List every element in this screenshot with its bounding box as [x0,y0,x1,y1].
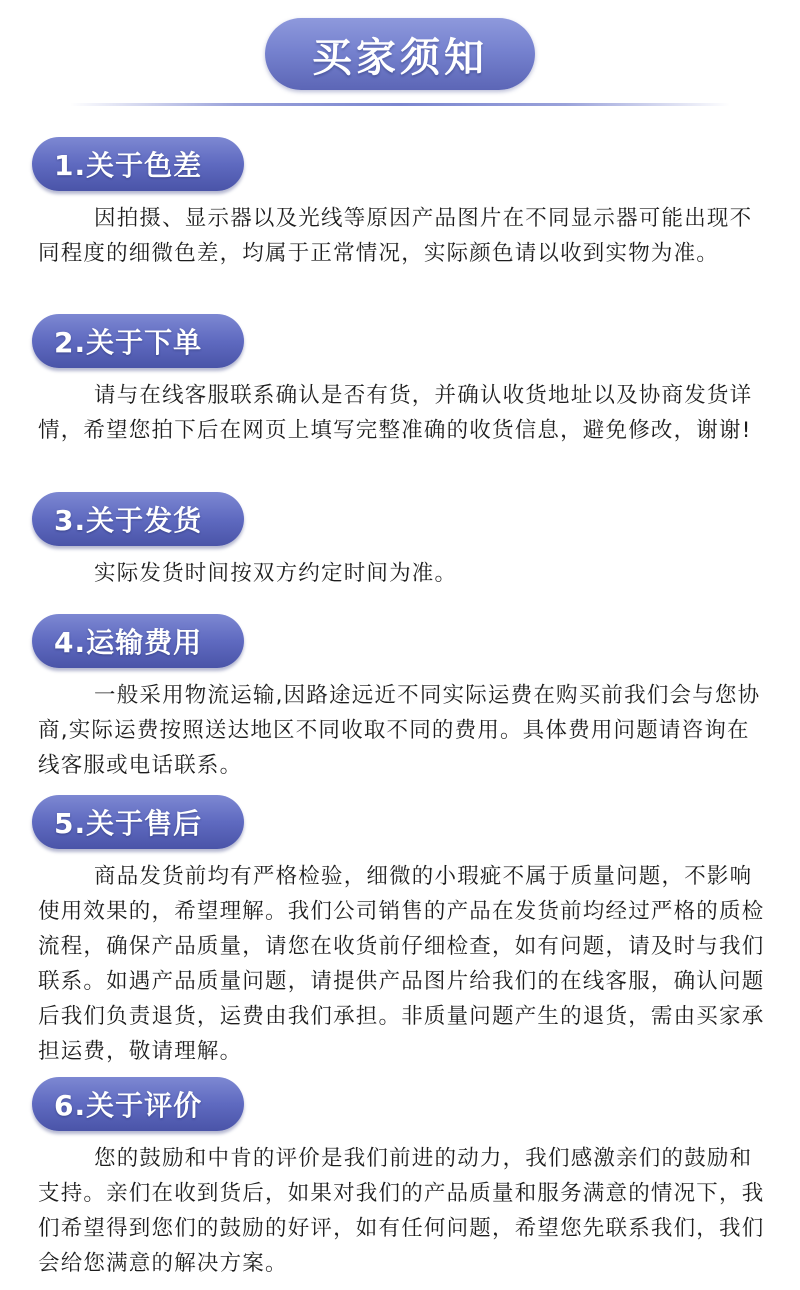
section-body: 商品发货前均有严格检验，细微的小瑕疵不属于质量问题，不影响使用效果的，希望理解。我们公司销售的产品在发货前均经过严格的质检流程，确保产品质量，请您在收货前仔细检查，如有问题，请及时与我们联系。如遇产品质量问题，请提供产品图片给我们的在线客服，确认问题后我们负责退货，运费由我们承担。非质量问题产生的退货，需由买家承担运费，敬请理解。 [38,864,765,1064]
section-body: 请与在线客服联系确认是否有货，并确认收货地址以及协商发货详情，希望您拍下后在网页上填写完整准确的收货信息，避免修改，谢谢! [38,383,753,443]
section-heading-badge [32,492,244,546]
section-heading-badge [32,314,244,368]
section-heading: 2.关于下单 [54,326,203,359]
section-body: 实际发货时间按双方约定时间为准。 [94,561,458,586]
title-divider [70,103,730,106]
section-heading-badge [32,614,244,668]
section-body: 因拍摄、显示器以及光线等原因产品图片在不同显示器可能出现不同程度的细微色差，均属于正常情况，实际颜色请以收到实物为准。 [38,206,753,266]
page-title: 买家须知 [312,34,488,81]
section-heading-badge [32,795,244,849]
section-heading: 6.关于评价 [54,1089,203,1122]
section-body: 您的鼓励和中肯的评价是我们前进的动力，我们感激亲们的鼓励和支持。亲们在收到货后，如果对我们的产品质量和服务满意的情况下，我们希望得到您们的鼓励的好评，如有任何问题，希望您先联系我们，我们会给您满意的解决方案。 [38,1146,765,1276]
section-heading: 3.关于发货 [54,504,203,537]
section-body: 一般采用物流运输,因路途远近不同实际运费在购买前我们会与您协商,实际运费按照送达地区不同收取不同的费用。具体费用问题请咨询在线客服或电话联系。 [38,683,761,778]
section-heading-badge [32,1077,244,1131]
section-heading-badge [32,137,244,191]
section-heading: 5.关于售后 [54,807,203,840]
page-title-banner [265,18,535,90]
section-heading: 4.运输费用 [54,626,203,659]
section-heading: 1.关于色差 [54,149,203,182]
